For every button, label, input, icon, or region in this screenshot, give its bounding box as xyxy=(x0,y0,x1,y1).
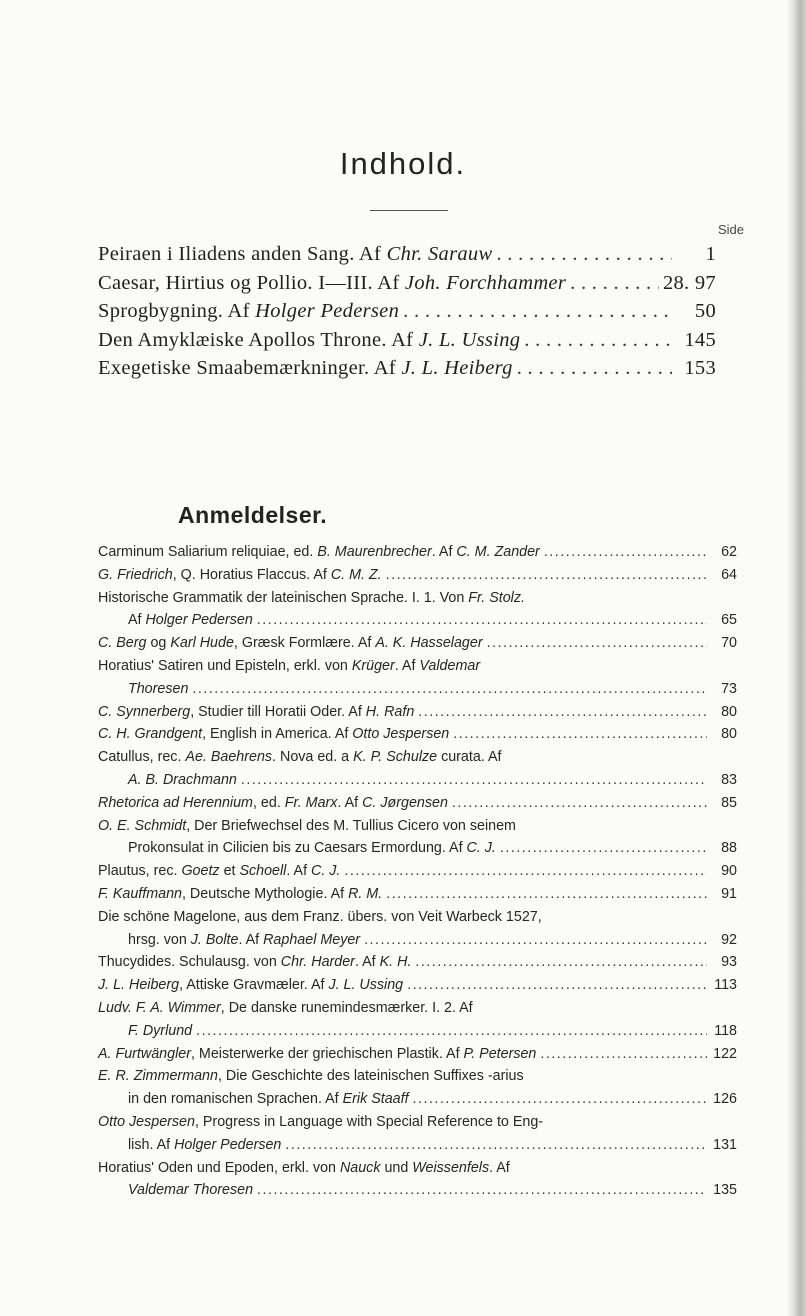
dot-leader xyxy=(407,974,707,997)
review-text: Die schöne Magelone, aus dem Franz. übers. von Veit Warbeck 1527, xyxy=(98,908,542,925)
page-number: 50 xyxy=(694,300,716,322)
reviewer: A. B. Drachmann xyxy=(128,771,237,788)
dot-leader xyxy=(403,297,672,326)
review-text: , Deutsche Mythologie. Af xyxy=(181,885,349,902)
page-number: 126 xyxy=(713,1091,737,1108)
review-text: Historische Grammatik der lateinischen Sprache. I. 1. Von xyxy=(98,589,469,606)
dot-leader xyxy=(241,769,707,792)
dot-leader xyxy=(386,564,707,587)
dot-leader xyxy=(257,609,707,632)
review-text: lish. Af xyxy=(128,1136,175,1153)
page-number: 91 xyxy=(721,885,737,902)
reviewer: Valdemar Thoresen xyxy=(128,1182,254,1199)
contents-entry xyxy=(98,354,716,383)
reviewer: Valdemar xyxy=(419,657,481,674)
review-text: . Af xyxy=(354,954,380,971)
review-author: C. Synnerberg xyxy=(98,703,191,720)
review-entry xyxy=(98,974,737,997)
dot-leader xyxy=(452,792,707,815)
page-number: 28. 97 xyxy=(662,271,716,294)
reviewer: Holger Pedersen xyxy=(145,612,253,629)
contents-entry xyxy=(98,326,716,355)
reviewer: H. Rafn xyxy=(365,703,415,720)
review-entry-line xyxy=(98,1157,737,1180)
review-entry xyxy=(98,701,737,724)
dot-leader xyxy=(418,701,707,724)
dot-leader xyxy=(544,541,707,564)
review-author: Krüger xyxy=(351,657,395,674)
page-number: 92 xyxy=(721,931,737,948)
reviewer: Otto Jespersen xyxy=(352,726,450,743)
page-number: 88 xyxy=(721,840,737,857)
reviews-heading: Anmeldelser. xyxy=(178,502,328,528)
dot-leader xyxy=(344,860,707,883)
review-title: Rhetorica ad Herennium xyxy=(98,794,253,811)
contents-entry xyxy=(98,297,716,326)
review-author: Chr. Harder xyxy=(280,954,355,971)
dot-leader xyxy=(500,837,707,860)
dot-leader xyxy=(415,951,707,974)
review-author: Nauck xyxy=(339,1159,381,1176)
review-author: O. E. Schmidt xyxy=(98,817,187,834)
page-number: 70 xyxy=(721,635,737,652)
page-number: 65 xyxy=(721,612,737,629)
review-entry-line xyxy=(98,997,737,1020)
page-number: 135 xyxy=(713,1182,737,1199)
contents-entry xyxy=(98,240,716,269)
review-author: Ae. Baehrens xyxy=(185,749,273,766)
page-number: 90 xyxy=(721,863,737,880)
review-author: E. R. Zimmermann xyxy=(98,1068,218,1085)
reviewer: Erik Staaff xyxy=(342,1091,409,1108)
contents-list xyxy=(98,240,716,383)
page-number: 118 xyxy=(714,1022,737,1039)
review-text: und xyxy=(380,1159,413,1176)
entry-author: J. L. Heiberg xyxy=(401,357,513,379)
page-number: 113 xyxy=(714,977,737,994)
review-text: , English in America. Af xyxy=(202,726,353,743)
page-number: 153 xyxy=(684,357,716,379)
entry-author: Joh. Forchhammer xyxy=(404,271,567,294)
page-number: 131 xyxy=(713,1136,737,1153)
dot-leader xyxy=(192,678,707,701)
review-author: Weissenfels xyxy=(412,1159,490,1176)
review-text: Catullus, rec. xyxy=(98,749,186,766)
dot-leader xyxy=(257,1179,707,1202)
review-entry xyxy=(98,1020,737,1043)
review-author: F. Kauffmann xyxy=(98,885,182,902)
reviewer: C. M. Zander xyxy=(456,544,540,560)
entry-title: Peiraen i Iliadens anden Sang. Af xyxy=(98,243,387,265)
reviews-list xyxy=(98,541,737,1202)
review-text: , Meisterwerke der griechischen Plastik. Af xyxy=(190,1045,464,1062)
review-text: Horatius' Oden und Epoden, erkl. von xyxy=(98,1159,340,1176)
review-text: , De danske runemindesmærker. I. 2. Af xyxy=(220,999,473,1016)
page-number: 80 xyxy=(721,726,737,743)
review-author: Ludv. F. A. Wimmer xyxy=(98,999,221,1016)
review-author: G. Friedrich xyxy=(98,566,173,583)
review-text: . Af xyxy=(489,1159,510,1176)
dot-leader xyxy=(196,1020,707,1043)
review-text: , Progress in Language with Special Reference to Eng- xyxy=(194,1113,544,1130)
review-author: Fr. Stolz. xyxy=(468,589,525,606)
entry-title: Exegetiske Smaabemærkninger. Af xyxy=(98,357,402,379)
dot-leader xyxy=(386,883,707,906)
review-text: og xyxy=(146,635,171,652)
dot-leader xyxy=(364,929,707,952)
review-entry xyxy=(98,541,737,564)
review-author: Fr. Marx xyxy=(284,794,338,811)
review-author: Karl Hude xyxy=(170,635,234,652)
dot-leader xyxy=(517,354,672,383)
page-column-header: Side xyxy=(718,222,745,237)
review-text: , Attiske Gravmæler. Af xyxy=(179,977,329,994)
review-entry-line xyxy=(98,587,737,610)
reviewer: Thoresen xyxy=(128,680,189,697)
page-number: 1 xyxy=(705,243,716,265)
review-text: , Q. Horatius Flaccus. Af xyxy=(172,566,331,583)
review-entry xyxy=(98,769,737,792)
review-text: . Nova ed. a xyxy=(272,749,354,766)
page-edge-shadow xyxy=(786,0,806,1316)
review-entry-line xyxy=(98,1065,737,1088)
review-entry-line xyxy=(98,906,737,929)
reviewer: Raphael Meyer xyxy=(263,931,361,948)
review-entry xyxy=(98,951,737,974)
reviewer: P. Petersen xyxy=(463,1045,537,1062)
review-entry xyxy=(98,678,737,701)
dot-leader xyxy=(413,1088,707,1111)
page-number: 85 xyxy=(721,794,737,811)
review-text: , Studier till Horatii Oder. Af xyxy=(190,703,366,720)
review-entry xyxy=(98,1088,737,1111)
entry-title: Sprogbygning. Af xyxy=(98,300,256,322)
review-author: C. Berg xyxy=(98,635,147,652)
review-text: Thucydides. Schulausg. von xyxy=(98,954,281,971)
review-author: J. L. Heiberg xyxy=(98,977,180,994)
review-entry-line xyxy=(98,1111,737,1134)
review-author: A. Furtwängler xyxy=(98,1045,191,1062)
review-text: Carminum Saliarium reliquiae, ed. xyxy=(98,544,318,560)
review-text: Af xyxy=(128,612,146,629)
review-text: , Die Geschichte des lateinischen Suffixes -arius xyxy=(217,1068,524,1085)
review-author: K. P. Schulze xyxy=(353,749,438,766)
reviewer: K. H. xyxy=(379,954,412,971)
title-divider xyxy=(370,210,448,211)
reviewer: F. Dyrlund xyxy=(128,1022,193,1039)
dot-leader xyxy=(570,269,659,298)
review-entry xyxy=(98,860,737,883)
entry-author: J. L. Ussing xyxy=(418,328,521,351)
review-entry xyxy=(98,883,737,906)
review-entry xyxy=(98,632,737,655)
page-number: 122 xyxy=(713,1045,737,1062)
review-text: . Af xyxy=(337,794,363,811)
review-entry xyxy=(98,564,737,587)
review-entry xyxy=(98,723,737,746)
review-entry xyxy=(98,1179,737,1202)
review-text: . Af xyxy=(238,931,264,948)
review-text: in den romanischen Sprachen. Af xyxy=(128,1091,343,1108)
page-number: 73 xyxy=(721,680,737,697)
page-number: 145 xyxy=(684,328,716,351)
review-text: Plautus, rec. xyxy=(98,863,182,880)
reviewer: C. J. xyxy=(466,840,496,857)
reviewer: C. M. Z. xyxy=(330,566,382,583)
dot-leader xyxy=(487,632,707,655)
review-entry-line xyxy=(98,815,737,838)
review-entry xyxy=(98,609,737,632)
review-author: C. H. Grandgent xyxy=(98,726,203,743)
review-entry xyxy=(98,1134,737,1157)
reviewer: Holger Pedersen xyxy=(174,1136,282,1153)
reviewer: C. J. xyxy=(311,863,341,880)
review-text: , Der Briefwechsel des M. Tullius Cicero von seinem xyxy=(186,817,516,834)
dot-leader xyxy=(524,326,672,355)
review-entry xyxy=(98,929,737,952)
entry-title: Den Amyklæiske Apollos Throne. Af xyxy=(98,328,419,351)
review-text: curata. Af xyxy=(437,749,502,766)
review-entry xyxy=(98,1043,737,1066)
entry-title: Caesar, Hirtius og Pollio. I—III. Af xyxy=(98,271,405,294)
review-text: , Græsk Formlære. Af xyxy=(233,635,376,652)
dot-leader xyxy=(453,723,707,746)
page-number: 80 xyxy=(721,703,737,720)
review-text: , ed. xyxy=(252,794,285,811)
review-author: B. Maurenbrecher xyxy=(317,544,432,560)
review-text: . Af xyxy=(286,863,312,880)
dot-leader xyxy=(540,1043,707,1066)
review-entry-line xyxy=(98,746,737,769)
review-text: Horatius' Satiren und Episteln, erkl. von xyxy=(98,657,352,674)
review-entry xyxy=(98,792,737,815)
review-author: Schoell xyxy=(239,863,287,880)
review-text: hrsg. von xyxy=(128,931,191,948)
reviewer: A. K. Hasselager xyxy=(375,635,483,652)
review-author: Otto Jespersen xyxy=(98,1113,195,1130)
review-author: Goetz xyxy=(181,863,220,880)
page-number: 64 xyxy=(721,566,737,583)
entry-author: Chr. Sarauw xyxy=(386,243,493,265)
dot-leader xyxy=(496,240,672,269)
entry-author: Holger Pedersen xyxy=(255,300,400,322)
page-number: 62 xyxy=(721,544,737,560)
review-text: Prokonsulat in Cilicien bis zu Caesars Ermordung. Af xyxy=(128,840,467,857)
review-text: et xyxy=(219,863,240,880)
page-number: 83 xyxy=(721,771,737,788)
review-text: . Af xyxy=(394,657,420,674)
contents-entry xyxy=(98,269,716,298)
reviewer: C. Jørgensen xyxy=(362,794,448,811)
review-entry xyxy=(98,837,737,860)
review-entry-line xyxy=(98,655,737,678)
page-number: 93 xyxy=(721,954,737,971)
review-author: J. Bolte xyxy=(190,931,239,948)
reviewer: R. M. xyxy=(348,885,383,902)
review-text: . Af xyxy=(431,544,457,560)
reviewer: J. L. Ussing xyxy=(328,977,404,994)
dot-leader xyxy=(285,1134,707,1157)
page-title: Indhold. xyxy=(339,146,467,181)
